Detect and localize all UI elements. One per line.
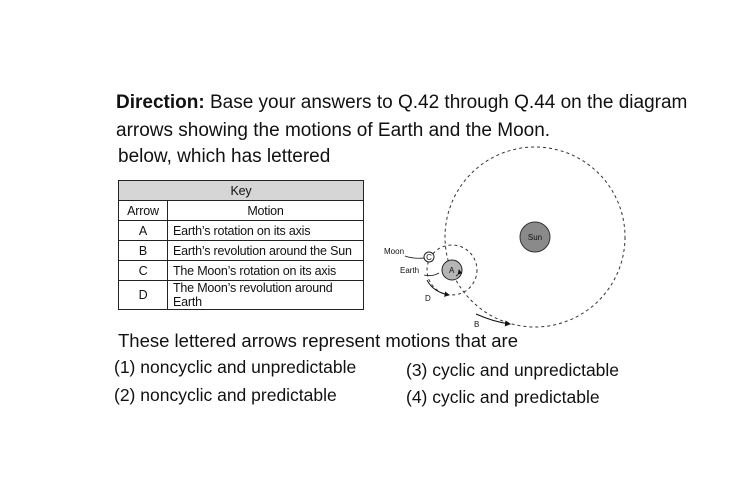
row-motion: Earth’s rotation on its axis <box>168 221 364 241</box>
row-arrow: A <box>119 221 168 241</box>
header-arrow: Arrow <box>119 201 168 221</box>
direction-line-2: arrows showing the motions of Earth and the Moon. <box>116 120 551 141</box>
moon-label: Moon <box>384 247 405 256</box>
arrow-b-label: B <box>474 320 480 329</box>
arrow-c-label: C <box>426 253 432 262</box>
earth-pointer <box>424 273 439 276</box>
row-motion: The Moon’s revolution around Earth <box>168 281 364 310</box>
arrow-d <box>427 280 449 295</box>
row-arrow: C <box>119 261 168 281</box>
arrow-b <box>476 314 510 324</box>
earth-label: Earth <box>400 266 420 275</box>
sun-label: Sun <box>527 233 543 242</box>
direction-text-1: Base your answers to Q.42 through Q.44 on the diagram <box>209 92 688 113</box>
option-3: (3) cyclic and unpredictable <box>406 360 620 380</box>
option-4: (4) cyclic and predictable <box>406 387 600 407</box>
key-title: Key <box>119 181 364 201</box>
direction-label: Direction: <box>116 92 205 113</box>
row-motion: Earth’s revolution around the Sun <box>168 241 364 261</box>
row-motion: The Moon’s rotation on its axis <box>168 261 364 281</box>
option-1: (1) noncyclic and unpredictable <box>114 357 357 377</box>
moon-pointer <box>405 256 424 258</box>
option-2: (2) noncyclic and predictable <box>114 385 337 405</box>
row-arrow: B <box>119 241 168 261</box>
question-stem: These lettered arrows represent motions that are <box>118 330 518 351</box>
direction-line-3: below, which has lettered <box>118 146 331 167</box>
header-motion: Motion <box>168 201 364 221</box>
arrow-d-label: D <box>425 294 431 303</box>
row-arrow: D <box>119 281 168 310</box>
arrow-a-label: A <box>449 266 455 275</box>
